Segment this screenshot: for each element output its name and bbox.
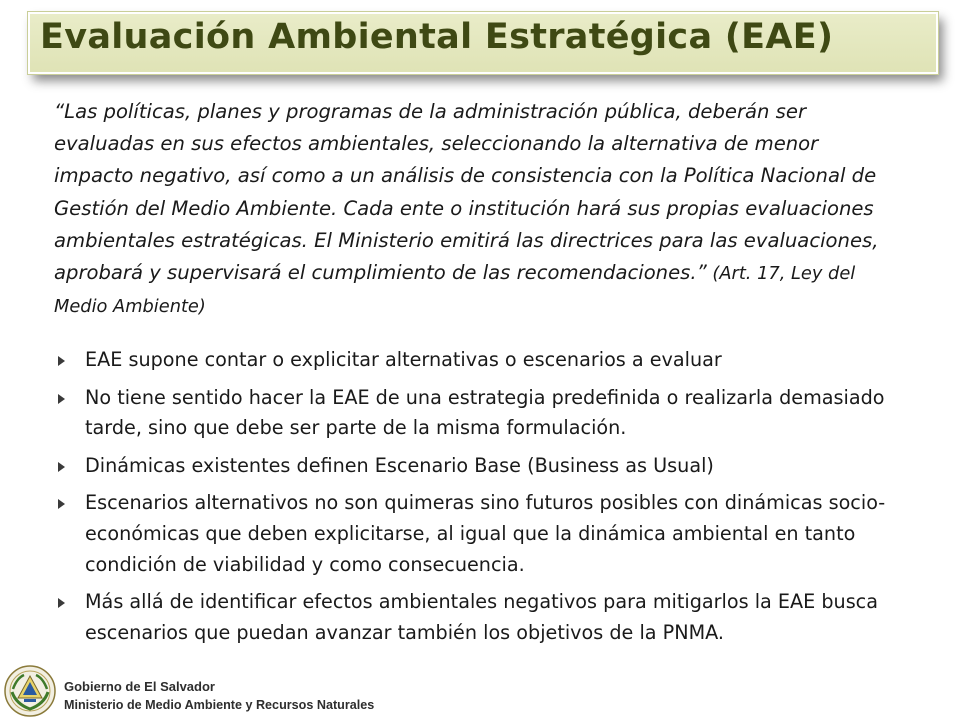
footer-government: Gobierno de El Salvador — [64, 679, 215, 694]
bullet-list — [58, 345, 928, 655]
slide-title: Evaluación Ambiental Estratégica (EAE) — [40, 17, 834, 57]
bullet-item — [58, 587, 928, 648]
triangle-arrow-icon — [58, 394, 65, 404]
bullet-item — [58, 383, 928, 444]
footer-ministry: Ministerio de Medio Ambiente y Recursos Naturales — [64, 698, 375, 712]
bullet-text: No tiene sentido hacer la EAE de una estrategia predefinida o realizarla demasiado tarde, sino que debe ser parte de la misma formulación. — [85, 385, 885, 440]
bullet-text: Más allá de identificar efectos ambientales negativos para mitigarlos la EAE busca escenarios que puedan avanzar también los objetivos de la PNMA. — [85, 590, 878, 644]
quote-text: “Las políticas, planes y programas de la administración pública, deberán ser evaluadas en sus efectos ambientales, seleccionando la alternativa de menor impacto negativo, así como a un análisis de consistencia con la Política Nacional de Gestión del Medio Ambiente. Cada ente o institución hará sus propias evaluaciones ambientales estratégicas. El Ministerio emitirá las directrices para las evaluaciones, aprobará y supervisará el cumplimiento de las recomendaciones.” — [54, 100, 879, 285]
law-quote — [54, 96, 894, 323]
triangle-arrow-icon — [58, 499, 65, 509]
bullet-item — [58, 488, 928, 580]
triangle-arrow-icon — [58, 462, 65, 472]
coat-of-arms-icon — [2, 664, 58, 718]
bullet-text: Dinámicas existentes definen Escenario Base (Business as Usual) — [85, 453, 714, 477]
bullet-text: EAE supone contar o explicitar alternativas o escenarios a evaluar — [85, 348, 722, 371]
quote-citation: (Art. 17, Ley del Medio Ambiente) — [54, 263, 856, 318]
slide-title-box — [28, 12, 938, 74]
footer-text — [64, 678, 374, 714]
bullet-item — [58, 345, 928, 376]
bullet-text: Escenarios alternativos no son quimeras sino futuros posibles con dinámicas socio-económicas que deben explicitarse, al igual que la dinámica ambiental en tanto condición de viabilidad y como consecuencia. — [85, 491, 886, 576]
triangle-arrow-icon — [58, 356, 65, 366]
bullet-item — [58, 451, 928, 482]
footer — [2, 664, 402, 718]
triangle-arrow-icon — [58, 598, 65, 608]
